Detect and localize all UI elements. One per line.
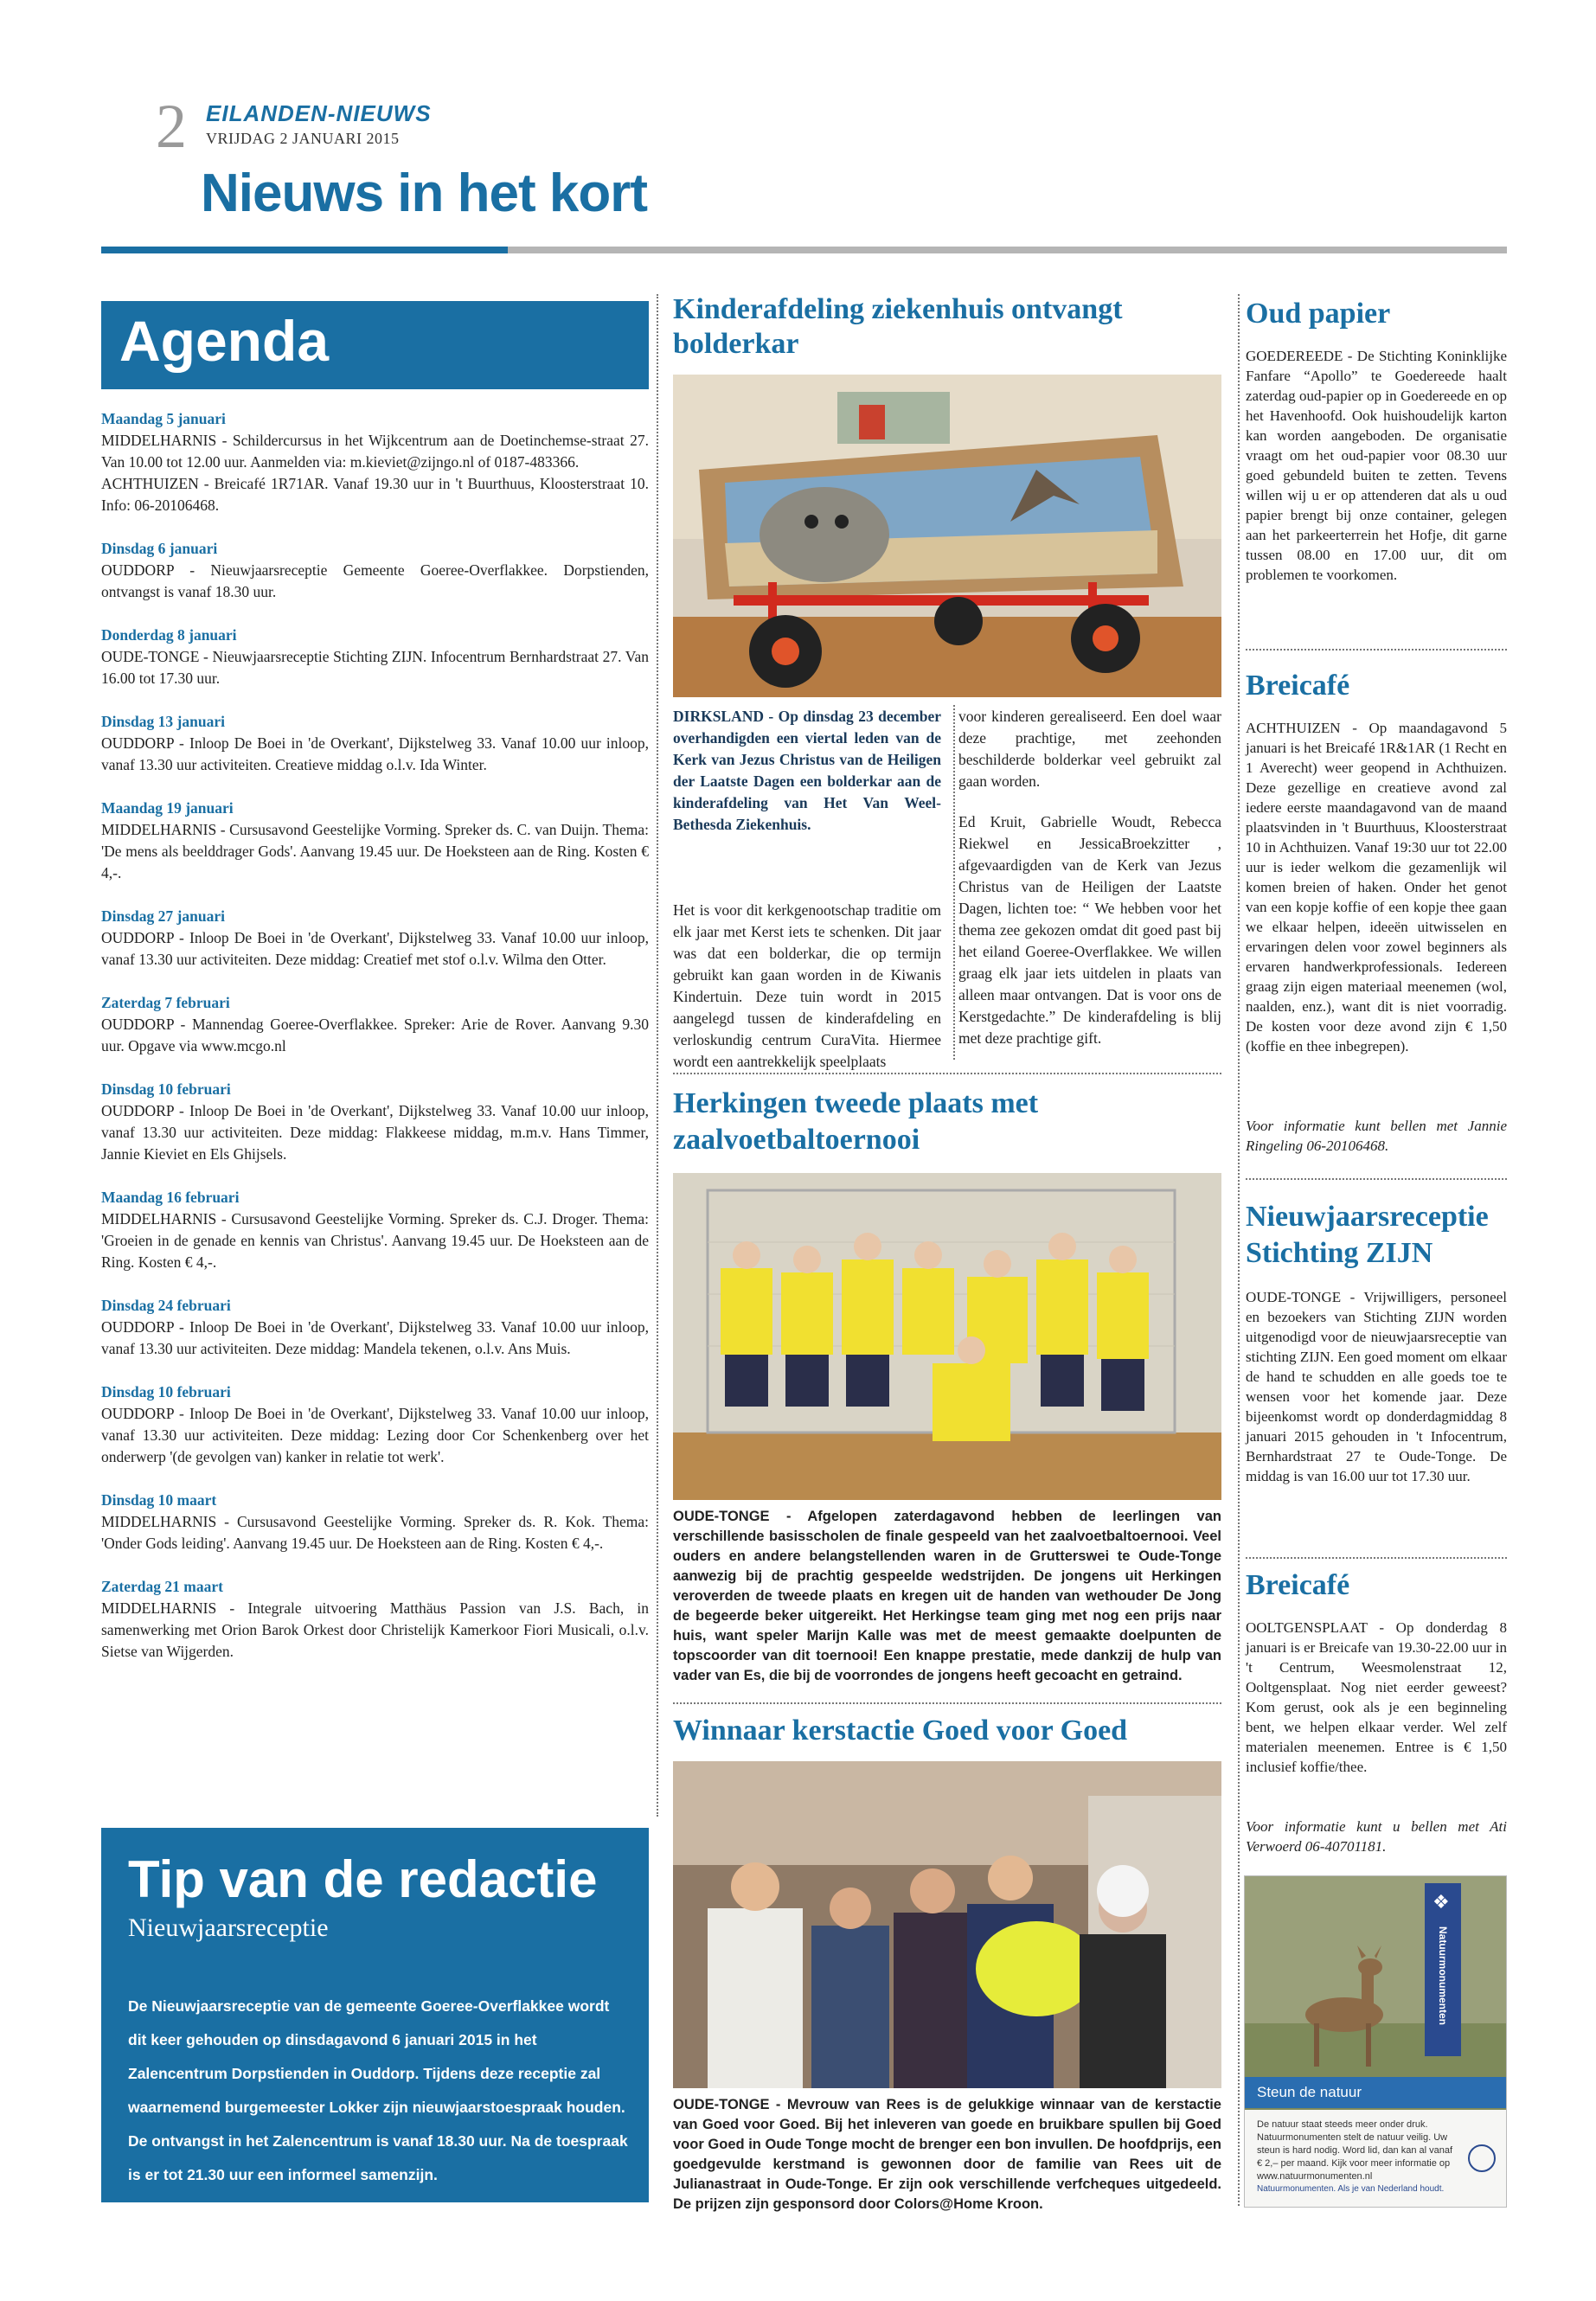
agenda-text: MIDDELHARNIS - Cursusavond Geestelijke Vorming. Spreker ds. C. van Duijn. Thema: 'De mens als beelddrager Gods'. Aanvang 19.45 uur. De Hoeksteen aan de Ring. Kosten € 4,-. — [101, 821, 649, 881]
breicafe1-text: ACHTHUIZEN - Op maandagavond 5 januari is het Breicafé 1R&1AR (1 Recht en 1 Averecht) weer geopend in Achthuizen. Deze gezellige en creatieve avond zal iedere eerste maandagavond van de maand plaatsvinden in 't Buurthuus, Kloosterstraat 10 in Achthuizen. Vanaf 19:30 uur tot 22.00 uur is ieder welkom die gezamenlijk wil komen breien of haken. Onder het genot van een kopje koffie of een kopje thee gaan we elkaar helpen, ideeën uitwisselen en ervaringen delen voor zowel beginners als ervaren handwerkprofessionals. Iedereen graag zijn eigen materiaal meenemen (wol, naalden, enz.), want dit is niet voorradig. De kosten voor deze avond zijn € 1,50 (koffie en thee inbegrepen). — [1246, 720, 1507, 1054]
agenda-text: MIDDELHARNIS - Cursusavond Geestelijke Vorming. Spreker ds. C.J. Droger. Thema: 'Groeien in de genade en kennis van Christus'. Aanvang 19.45 uur. De Hoeksteen aan de Ring. Kosten € 4,-. — [101, 1210, 649, 1271]
article-separator — [1246, 1557, 1507, 1559]
agenda-date: Dinsdag 27 januari — [101, 907, 225, 925]
agenda-text: OUDDORP - Inloop De Boei in 'de Overkant', Dijkstelweg 33. Vanaf 10.00 uur inloop, vanaf 13.30 uur activiteiten. Deze middag: Lezing door Cor Schenkenberg over het onderwerp '(de gevolgen van) kanker in relatie tot werk'. — [101, 1405, 649, 1465]
agenda-item — [101, 1576, 649, 1663]
agenda-item — [101, 992, 649, 1057]
agenda-date: Dinsdag 10 februari — [101, 1383, 231, 1400]
agenda-date: Zaterdag 21 maart — [101, 1578, 223, 1595]
bolderkar-body-2: voor kinderen gerealiseerd. Een doel waar deze prachtige, met zeehonden beschilderde bolderkar veel gebruikt zal gaan worden. — [958, 708, 1221, 790]
agenda-date: Maandag 16 februari — [101, 1189, 240, 1206]
herkingen-headline: Herkingen tweede plaats met zaalvoetbaltoernooi — [673, 1087, 1039, 1156]
breicafe1-headline: Breicafé — [1246, 670, 1350, 702]
natuurmonumenten-ad[interactable] — [1244, 1875, 1507, 2208]
column-separator — [953, 705, 955, 1060]
zijn-text: OUDE-TONGE - Vrijwilligers, personeel en bezoekers van Stichting ZIJN worden uitgenodigd voor de nieuwjaarsreceptie van stichting ZIJN. Een goed moment om elkaar de hand te schudden en alle goeds toe te wensen voor het komende jaar. Deze bijeenkomst wordt op donderdagmiddag 8 januari 2015 gehouden in 't Infocentrum, Bernhardstraat 27 te Oude-Tonge. De middag is van 16.00 uur tot 17.30 uur. — [1246, 1289, 1507, 1484]
page-number: 2 — [156, 92, 187, 161]
agenda-title: Agenda — [119, 309, 330, 373]
bolderkar-body-1: Het is voor dit kerkgenootschap traditie om elk jaar met Kerst iets te schenken. Dit jaar was dat een bolderkar, die op termijn gebruikt kan gaan worden in de Kiwanis Kindertuin. Deze tuin wordt in 2015 aangelegd tussen de kinderafdeling en verloskundig centrum CuraVita. Hiermee wordt een aantrekkelijk speelplaats — [673, 901, 941, 1070]
agenda-item — [101, 798, 649, 884]
tip-text: De Nieuwjaarsreceptie van de gemeente Goeree-Overflakkee wordt dit keer gehouden op dinsdagavond 6 januari 2015 in het Zalencentrum Dorpstienden in Ouddorp. Tijdens deze receptie zal waarnemend burgemeester Lokker zijn nieuwjaarstoespraak houden. De ontvangst in het Zalencentrum is vanaf 18.30 uur. Na de toespraak is er tot 21.30 uur een informeel samenzijn. — [128, 1997, 628, 2183]
agenda-date: Dinsdag 13 januari — [101, 713, 225, 730]
bolderkar-intro: DIRKSLAND - Op dinsdag 23 december overhandigden een viertal leden van de Kerk van Jezus Christus van de Heiligen der Laatste Dagen een bolderkar aan de kinderafdeling van Het Van Weel-Bethesda Ziekenhuis. — [673, 708, 941, 833]
bird-icon: ❖ — [1433, 1892, 1450, 1913]
oudpapier-headline: Oud papier — [1246, 298, 1391, 330]
bolderkar-body-3: Ed Kruit, Gabrielle Woudt, Rebecca Riekwel en JessicaBroekzitter , afgevaardigden van de Kerk van Jezus Christus van de Heiligen der Laatste Dagen, lichten toe: “ We hebben voor het thema zee gekozen omdat dit goed past bij het eiland Goeree-Overflakkee. We willen graag elk jaar iets uitdelen in plaats van alleen maar ontvangen. Dat is voor ons de Kerstgedachte.” De kinderafdeling is blij met deze prachtige gift. — [958, 813, 1221, 1047]
agenda-item — [101, 711, 649, 776]
agenda-date: Maandag 5 januari — [101, 410, 226, 427]
agenda-date: Donderdag 8 januari — [101, 626, 237, 644]
brand-name: Natuurmonumenten — [1437, 1926, 1449, 2025]
agenda-item — [101, 1381, 649, 1468]
oudpapier-text: GOEDEREEDE - De Stichting Koninklijke Fanfare “Apollo” te Goedereede haalt zaterdag oud-papier op in Goedereede en op het Havenhoofd. Ook huishoudelijk karton kan worden aangeboden. De organisatie vraagt om het oud-papier voor 08.30 uur goed gebundeld buiten te zetten. Tevens willen wij u er op attenderen dat als u oud papier brengt bij onze container, gelegen aan het parkeerterrein het Hofje, dit garne tussen 08.00 en 17.00 uur, dit om problemen te voorkomen. — [1246, 348, 1507, 583]
ad-footer: Natuurmonumenten. Als je van Nederland houdt. — [1257, 2184, 1445, 2194]
agenda-item — [101, 538, 649, 603]
seal-icon — [1468, 2144, 1496, 2172]
article-separator — [1246, 649, 1507, 651]
herkingen-photo — [673, 1173, 1221, 1500]
agenda-text: MIDDELHARNIS - Schildercursus in het Wijkcentrum aan de Doetinchemse-straat 27. Van 10.00 tot 12.00 uur. Aanmelden via: m.kieviet@zijngo.nl of 0187-483366. — [101, 432, 649, 471]
kerstactie-headline: Winnaar kerstactie Goed voor Goed — [673, 1715, 1128, 1747]
header-rule — [508, 247, 1507, 253]
agenda-item — [101, 1079, 649, 1165]
bolderkar-photo — [673, 375, 1221, 697]
section-title: Nieuws in het kort — [201, 163, 647, 223]
agenda-item — [101, 408, 649, 516]
agenda-text: OUDE-TONGE - Nieuwjaarsreceptie Stichting ZIJN. Infocentrum Bernhardstraat 27. Van 16.00 tot 17.30 uur. — [101, 648, 649, 687]
article-separator — [1246, 1178, 1507, 1180]
breicafe2-text: OOLTGENSPLAAT - Op donderdag 8 januari is er Breicafe van 19.30-22.00 uur in 't Centrum, Weesmolenstraat 12, Ooltgensplaat. Nog niet eerder geweest? Kom gerust, ook als je een beginneling bent, we helpen elkaar verder. Wel zelf materialen meenemen. Entree is € 1,50 inclusief koffie/thee. — [1246, 1619, 1507, 1775]
agenda-text: OUDDORP - Inloop De Boei in 'de Overkant', Dijkstelweg 33. Vanaf 10.00 uur inloop, vanaf 13.30 uur activiteiten. Deze middag: Mandela tekenen, o.l.v. Ans Muis. — [101, 1318, 649, 1357]
agenda-item — [101, 906, 649, 971]
article-separator — [673, 1073, 1221, 1074]
agenda-date: Dinsdag 6 januari — [101, 540, 218, 557]
agenda-text: MIDDELHARNIS - Cursusavond Geestelijke Vorming. Spreker ds. R. Kok. Thema: 'Onder Gods leiding'. Aanvang 19.45 uur. De Hoeksteen aan de Ring. Kosten € 4,-. — [101, 1513, 649, 1552]
zijn-headline: Nieuwjaarsreceptie Stichting ZIJN — [1246, 1201, 1489, 1269]
newspaper-logo: EILANDEN-NIEUWS — [206, 100, 432, 126]
article-separator — [673, 1702, 1221, 1704]
agenda-list — [101, 408, 649, 1684]
kerstactie-photo — [673, 1761, 1221, 2088]
deer-illustration — [1245, 1876, 1506, 2110]
football-team-illustration — [673, 1173, 1221, 1500]
brand-strip — [1425, 1883, 1461, 2056]
ad-text: De natuur staat steeds meer onder druk. Natuurmonumenten stelt de natuur veilig. Uw steun is hard nodig. Word lid, dan kan al vanaf € 2,– per maand. Kijk voor meer informatie op www.natuurmonumenten.nl — [1257, 2119, 1453, 2182]
kerstactie-caption: OUDE-TONGE - Mevrouw van Rees is de gelukkige winnaar van de kerstactie van Goed voor Goed. Bij het inleveren van goede en bruikbare spullen bij Goed voor Goed in Oude Tonge mocht de brenger een bon invullen. De hoofdprijs, een goedgevulde kerstmand is gewonnen door de familie van Rees uit de Julianastraat in Oude-Tonge. Er zijn ook verschillende verfcheques uitgedeeld. De prijzen zijn gesponsord door Colors@Home Kroon. — [673, 2097, 1221, 2212]
column-separator — [1238, 294, 1240, 2206]
agenda-date: Dinsdag 10 maart — [101, 1491, 217, 1509]
header-rule-accent — [101, 247, 508, 253]
agenda-text: OUDDORP - Nieuwjaarsreceptie Gemeente Goeree-Overflakkee. Dorpstienden, ontvangst is vanaf 18.30 uur. — [101, 561, 649, 600]
agenda-item — [101, 1490, 649, 1554]
herkingen-caption: OUDE-TONGE - Afgelopen zaterdagavond hebben de leerlingen van verschillende basisscholen de finale gespeeld van het zaalvoetbaltoernooi. Veel ouders en andere belangstellenden waren in de Grutterswei te Oude-Tonge aanwezig bij de prachtig gespeelde wedstrijden. De jongens uit Herkingen veroverden de tweede plaats en kregen uit de handen van wethouder De Jong de begeerde beker uitgereikt. Het Herkingse team ging met nog een prijs naar huis, want speler Marijn Kalle was met de meest gemaakte doelpunten de topscoorder van dit toernooi! Een knappe prestatie, mede dankzij de hulp van vader van Es, die bij de voorrondes de jongens heeft gecoacht en getraind. — [673, 1509, 1221, 1683]
breicafe2-info: Voor informatie kunt u bellen met Ati Verwoerd 06-40701181. — [1246, 1818, 1507, 1855]
breicafe2-headline: Breicafé — [1246, 1569, 1350, 1601]
agenda-text: OUDDORP - Inloop De Boei in 'de Overkant', Dijkstelweg 33. Vanaf 10.00 uur inloop, vanaf 13.30 uur activiteiten. Deze middag: Flakkeese middag, m.m.v. Hans Timmer, Jannie Kieviet en Els Ghijsels. — [101, 1102, 649, 1163]
bolderkar-illustration — [673, 375, 1221, 697]
agenda-item — [101, 1187, 649, 1273]
tip-title: Tip van de redactie — [128, 1850, 598, 1908]
agenda-item — [101, 625, 649, 689]
breicafe1-info: Voor informatie kunt bellen met Jannie Ringeling 06-20106468. — [1246, 1118, 1507, 1154]
agenda-text: OUDDORP - Inloop De Boei in 'de Overkant', Dijkstelweg 33. Vanaf 10.00 uur inloop, vanaf 13.30 uur activiteiten. Deze middag: Creatief met stof o.l.v. Wilma den Otter. — [101, 929, 649, 968]
agenda-text: OUDDORP - Inloop De Boei in 'de Overkant', Dijkstelweg 33. Vanaf 10.00 uur inloop, vanaf 13.30 uur activiteiten. Creatieve middag o.l.v. Ida Winter. — [101, 734, 649, 773]
agenda-text: MIDDELHARNIS - Integrale uitvoering Matthäus Passion van J.S. Bach, in samenwerking met Orion Barok Orkest door Christelijk Kamerkoor Fiori Musicali, o.l.v. Sietse van Wijgerden. — [101, 1599, 649, 1660]
agenda-text: OUDDORP - Mannendag Goeree-Overflakkee. Spreker: Arie de Rover. Aanvang 9.30 uur. Opgave via www.mcgo.nl — [101, 1016, 649, 1054]
ad-slogan: Steun de natuur — [1245, 2077, 1506, 2108]
agenda-date: Dinsdag 10 februari — [101, 1080, 231, 1098]
agenda-item — [101, 1295, 649, 1360]
agenda-date: Zaterdag 7 februari — [101, 994, 230, 1011]
column-separator — [657, 294, 658, 1817]
issue-date: VRIJDAG 2 JANUARI 2015 — [206, 130, 400, 147]
agenda-text: ACHTHUIZEN - Breicafé 1R71AR. Vanaf 19.30 uur in 't Buurthuus, Kloosterstraat 10. Info: 06-20106468. — [101, 475, 649, 514]
agenda-date: Maandag 19 januari — [101, 799, 234, 817]
prize-winners-illustration — [673, 1761, 1221, 2088]
bolderkar-headline: Kinderafdeling ziekenhuis ontvangt bolderkar — [673, 293, 1123, 360]
tip-subtitle: Nieuwjaarsreceptie — [128, 1913, 329, 1942]
agenda-date: Dinsdag 24 februari — [101, 1297, 231, 1314]
